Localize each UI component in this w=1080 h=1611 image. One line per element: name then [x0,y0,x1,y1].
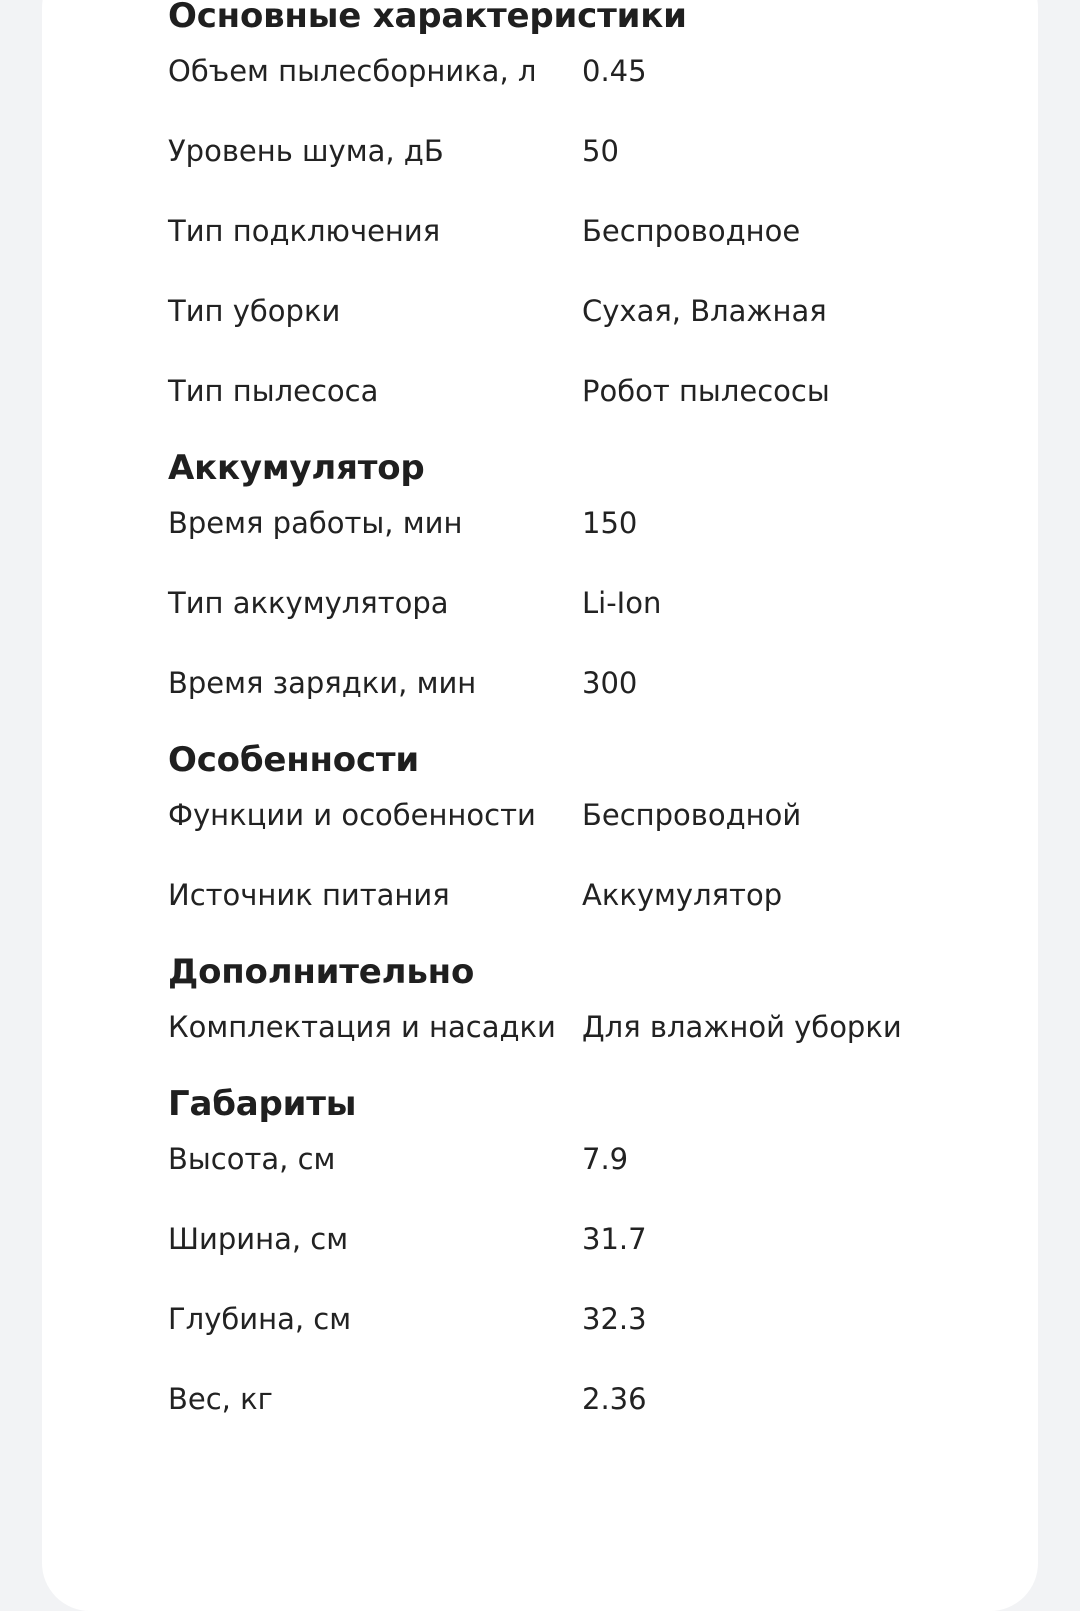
spec-label: Функции и особенности [168,798,536,832]
section-dimensions [168,1078,1048,1438]
section-battery [168,442,1048,722]
spec-value: 50 [582,134,619,168]
section-main-characteristics [168,0,1048,430]
spec-row [168,654,1048,722]
spec-label: Комплектация и насадки [168,1010,556,1044]
spec-label: Уровень шума, дБ [168,134,444,168]
spec-value: Для влажной уборки [582,1010,902,1044]
spec-row [168,42,1048,122]
spec-label: Время зарядки, мин [168,666,477,700]
spec-row [168,1130,1048,1210]
section-title: Габариты [168,1084,357,1124]
spec-label: Высота, см [168,1142,336,1176]
specs-content [168,0,1048,1450]
spec-value: Робот пылесосы [582,374,830,408]
spec-value: 32.3 [582,1302,647,1336]
spec-value: Аккумулятор [582,878,783,912]
spec-label: Тип подключения [168,214,441,248]
spec-label: Источник питания [168,878,450,912]
spec-value: Беспроводной [582,798,802,832]
section-features [168,734,1048,934]
spec-label: Тип аккумулятора [168,586,449,620]
section-title: Основные характеристики [168,0,687,36]
spec-value: Сухая, Влажная [582,294,827,328]
spec-label: Ширина, см [168,1222,349,1256]
spec-row [168,1290,1048,1370]
section-title: Дополнительно [168,952,475,992]
section-additional [168,946,1048,1066]
spec-value: 31.7 [582,1222,647,1256]
spec-row [168,1210,1048,1290]
spec-label: Объем пылесборника, л [168,54,537,88]
spec-row [168,362,1048,430]
spec-value: Li-Ion [582,586,662,620]
spec-row [168,282,1048,362]
spec-value: 7.9 [582,1142,629,1176]
spec-value: 0.45 [582,54,647,88]
spec-value: Беспроводное [582,214,801,248]
section-title: Особенности [168,740,420,780]
spec-row [168,786,1048,866]
spec-label: Глубина, см [168,1302,352,1336]
spec-row [168,998,1048,1066]
spec-value: 150 [582,506,638,540]
specs-card [42,0,1038,1611]
spec-row [168,866,1048,934]
spec-row [168,202,1048,282]
spec-label: Тип уборки [168,294,341,328]
spec-row [168,1370,1048,1438]
spec-row [168,122,1048,202]
section-title: Аккумулятор [168,448,425,488]
spec-row [168,574,1048,654]
spec-label: Тип пылесоса [168,374,379,408]
spec-label: Вес, кг [168,1382,273,1416]
spec-value: 2.36 [582,1382,647,1416]
spec-value: 300 [582,666,638,700]
spec-row [168,494,1048,574]
spec-label: Время работы, мин [168,506,463,540]
